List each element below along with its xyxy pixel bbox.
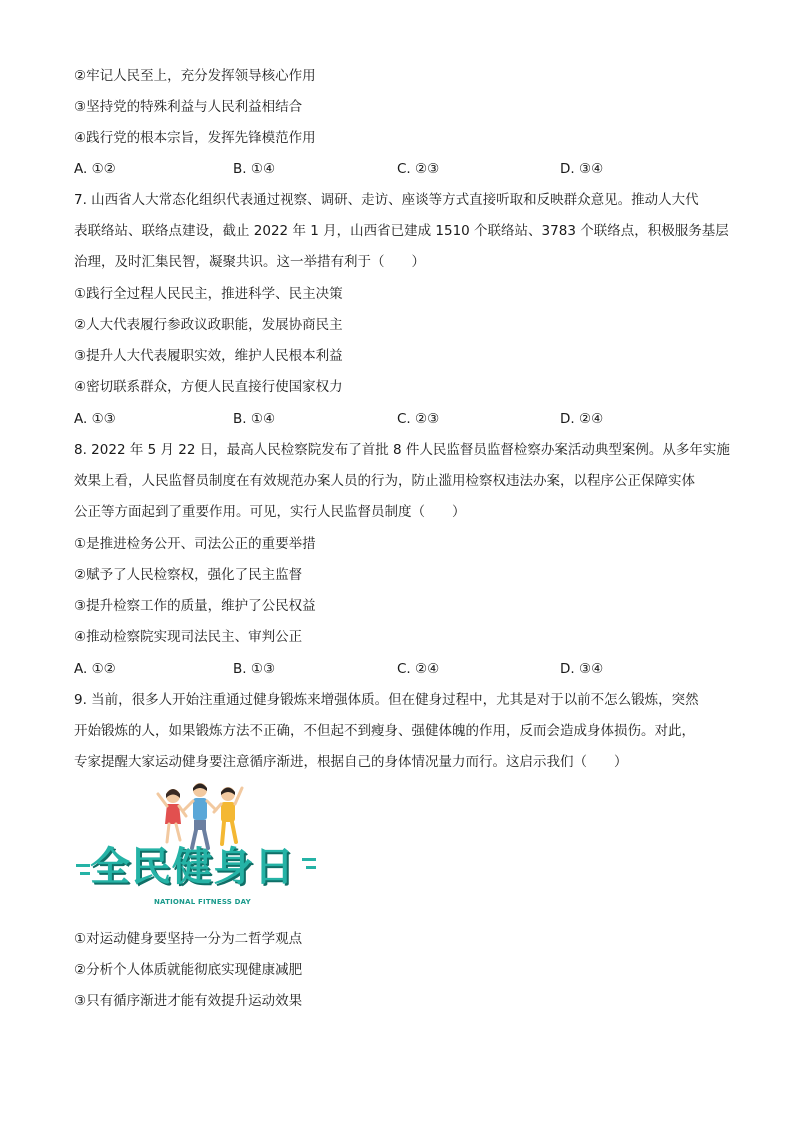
q7-option-a: A. ①③ (74, 411, 116, 427)
q6-statement-3: ③坚持党的特殊利益与人民利益相结合 (74, 99, 303, 115)
q7-option-b: B. ①④ (233, 411, 276, 427)
q8-stem-line-3: 公正等方面起到了重要作用。可见，实行人民监督员制度（ ） (74, 504, 466, 520)
fitness-day-caption: NATIONAL FITNESS DAY (154, 898, 251, 906)
q7-option-d: D. ②④ (560, 411, 604, 427)
q8-stem-line-1: 8. 2022 年 5 月 22 日，最高人民检察院发布了首批 8 件人民监督员监督检察办案活动典型案例。从多年实施 (74, 442, 730, 458)
q9-stem-line-2: 开始锻炼的人，如果锻炼方法不正确，不但起不到瘦身、强健体魄的作用，反而会造成身体损伤。对此， (74, 723, 695, 739)
q7-stem-line-1: 7. 山西省人大常态化组织代表通过视察、调研、走访、座谈等方式直接听取和反映群众意见。推动人大代 (74, 192, 699, 208)
q6-option-c: C. ②③ (397, 161, 440, 177)
q6-option-b: B. ①④ (233, 161, 276, 177)
q9-statement-3: ③只有循序渐进才能有效提升运动效果 (74, 993, 303, 1009)
q6-option-d: D. ③④ (560, 161, 604, 177)
q7-statement-4: ④密切联系群众，方便人民直接行使国家权力 (74, 379, 343, 395)
fitness-day-illustration (76, 782, 322, 922)
q7-statement-1: ①践行全过程人民民主，推进科学、民主决策 (74, 286, 343, 302)
q7-options (74, 409, 734, 429)
fitness-day-title: 全民健身日 (90, 844, 295, 890)
q9-stem-line-3: 专家提醒大家运动健身要注意循序渐进，根据自己的身体情况量力而行。这启示我们（ ） (74, 754, 628, 770)
q9-statement-2: ②分析个人体质就能彻底实现健康减肥 (74, 962, 303, 978)
q7-option-c: C. ②③ (397, 411, 440, 427)
q8-option-b: B. ①③ (233, 661, 276, 677)
q7-stem-line-3: 治理，及时汇集民智，凝聚共识。这一举措有利于（ ） (74, 254, 425, 270)
q7-statement-2: ②人大代表履行参政议政职能，发展协商民主 (74, 317, 343, 333)
person-left-icon (158, 789, 186, 842)
q8-option-d: D. ③④ (560, 661, 604, 677)
q6-option-a: A. ①② (74, 161, 116, 177)
q8-stem-line-2: 效果上看，人民监督员制度在有效规范办案人员的行为，防止滥用检察权违法办案，以程序公正保障实体 (74, 473, 695, 489)
q8-option-a: A. ①② (74, 661, 116, 677)
q6-options (74, 159, 734, 179)
q8-option-c: C. ②④ (397, 661, 440, 677)
q9-stem-line-1: 9. 当前，很多人开始注重通过健身锻炼来增强体质。但在健身过程中，尤其是对于以前不怎么锻炼，突然 (74, 692, 699, 708)
q8-statement-3: ③提升检察工作的质量，维护了公民权益 (74, 598, 316, 614)
q7-stem-line-2: 表联络站、联络点建设，截止 2022 年 1 月，山西省已建成 1510 个联络站、3783 个联络点，积极服务基层 (74, 223, 729, 239)
q8-statement-2: ②赋予了人民检察权，强化了民主监督 (74, 567, 303, 583)
q9-statement-1: ①对运动健身要坚持一分为二哲学观点 (74, 931, 303, 947)
q6-statement-2: ②牢记人民至上，充分发挥领导核心作用 (74, 68, 316, 84)
q8-options (74, 659, 734, 679)
person-right-icon (214, 787, 242, 844)
q6-statement-4: ④践行党的根本宗旨，发挥先锋模范作用 (74, 130, 316, 146)
q7-statement-3: ③提升人大代表履职实效，维护人民根本利益 (74, 348, 343, 364)
q8-statement-4: ④推动检察院实现司法民主、审判公正 (74, 629, 303, 645)
q8-statement-1: ①是推进检务公开、司法公正的重要举措 (74, 536, 316, 552)
